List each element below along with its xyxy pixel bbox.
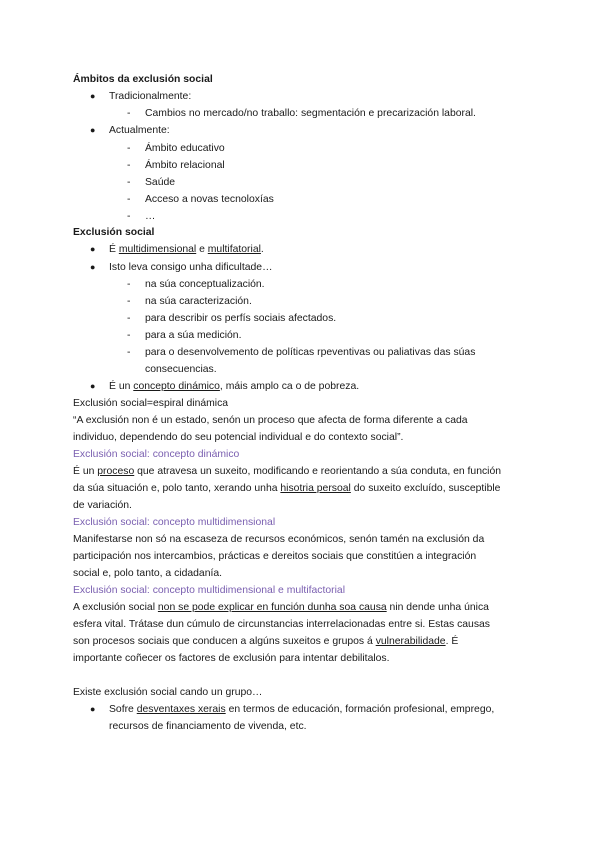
bullet-concepto-dinamico: É un concepto dinámico, máis amplo ca o de pobreza. xyxy=(109,381,360,392)
paragraph-line: esfera vital. Trátase dun cúmulo de circunstancias interrelacionadas entre si. Estas causas xyxy=(73,619,490,630)
sub-item: para o desenvolvemento de políticas rpeventivas ou paliativas das súas xyxy=(145,347,476,358)
bullet-icon: ● xyxy=(90,125,96,135)
dash-icon: - xyxy=(127,177,131,188)
bullet-tradicionalmente: Tradicionalmente: xyxy=(109,91,192,102)
paragraph-line: Manifestarse non só na escaseza de recursos económicos, senón tamén na exclusión da xyxy=(73,534,485,545)
section-heading-ambitos: Ámbitos da exclusión social xyxy=(73,74,213,85)
sub-item: … xyxy=(145,211,156,222)
sub-item: Ámbito relacional xyxy=(145,160,225,171)
sub-item-cambios: Cambios no mercado/no traballo: segmentación e precarización laboral. xyxy=(145,108,476,119)
bullet-icon: ● xyxy=(90,91,96,101)
paragraph-line: social e, polo tanto, a cidadanía. xyxy=(73,568,223,579)
sub-item: Acceso a novas tecnoloxías xyxy=(145,194,274,205)
bullet-desventaxes: Sofre desventaxes xerais en termos de educación, formación profesional, emprego, xyxy=(109,704,495,715)
bullet-icon: ● xyxy=(90,381,96,391)
bullet-multidimensional: É multidimensional e multifatorial. xyxy=(109,244,264,255)
sub-item: para a súa medición. xyxy=(145,330,242,341)
bullet-icon: ● xyxy=(90,262,96,272)
subheading-multifactorial: Exclusión social: concepto multidimensional e multifactorial xyxy=(73,585,346,596)
quote-line: individuo, dependendo do seu potencial individual e do contexto social”. xyxy=(73,432,404,443)
section-heading-exclusion: Exclusión social xyxy=(73,227,155,238)
sub-item: na súa conceptualización. xyxy=(145,279,265,290)
paragraph-line: da súa situación e, polo tanto, xerando unha hisotria persoal do suxeito excluído, susceptible xyxy=(73,483,501,494)
paragraph-line: A exclusión social non se pode explicar en función dunha soa causa nin dende unha única xyxy=(73,602,489,613)
spiral-title: Exclusión social=espiral dinámica xyxy=(73,398,229,409)
sub-item-continuation: consecuencias. xyxy=(145,364,217,375)
sub-item: para describir os perfís sociais afectados. xyxy=(145,313,337,324)
paragraph-line: de variación. xyxy=(73,500,132,511)
paragraph-line: É un proceso que atravesa un suxeito, modificando e reorientando a súa conduta, en función xyxy=(73,466,502,477)
dash-icon: - xyxy=(127,211,131,222)
dash-icon: - xyxy=(127,108,131,119)
sub-item: Ámbito educativo xyxy=(145,143,225,154)
dash-icon: - xyxy=(127,313,131,324)
subheading-multidimensional: Exclusión social: concepto multidimensional xyxy=(73,517,276,528)
dash-icon: - xyxy=(127,296,131,307)
paragraph-line: participación nos intercambios, prácticas e dereitos sociais que constitúen a integración xyxy=(73,551,477,562)
subheading-dinamico: Exclusión social: concepto dinámico xyxy=(73,449,240,460)
existe-intro: Existe exclusión social cando un grupo… xyxy=(73,687,263,698)
bullet-dificultade: Isto leva consigo unha dificultade… xyxy=(109,262,273,273)
dash-icon: - xyxy=(127,330,131,341)
dash-icon: - xyxy=(127,160,131,171)
bullet-icon: ● xyxy=(90,704,96,714)
sub-item: na súa caracterización. xyxy=(145,296,252,307)
bullet-actualmente: Actualmente: xyxy=(109,125,170,136)
paragraph-line: son procesos sociais que conducen a algúns suxeitos e grupos á vulnerabilidade. É xyxy=(73,636,459,647)
bullet-icon: ● xyxy=(90,244,96,254)
paragraph-line: importante coñecer os factores de exclusión para intentar debilitalos. xyxy=(73,653,390,664)
dash-icon: - xyxy=(127,143,131,154)
dash-icon: - xyxy=(127,194,131,205)
dash-icon: - xyxy=(127,279,131,290)
sub-item: Saúde xyxy=(145,177,176,188)
quote-line: “A exclusión non é un estado, senón un proceso que afecta de forma diferente a cada xyxy=(73,415,468,426)
dash-icon: - xyxy=(127,347,131,358)
bullet-continuation: recursos de financiamento de vivenda, etc. xyxy=(109,721,307,732)
